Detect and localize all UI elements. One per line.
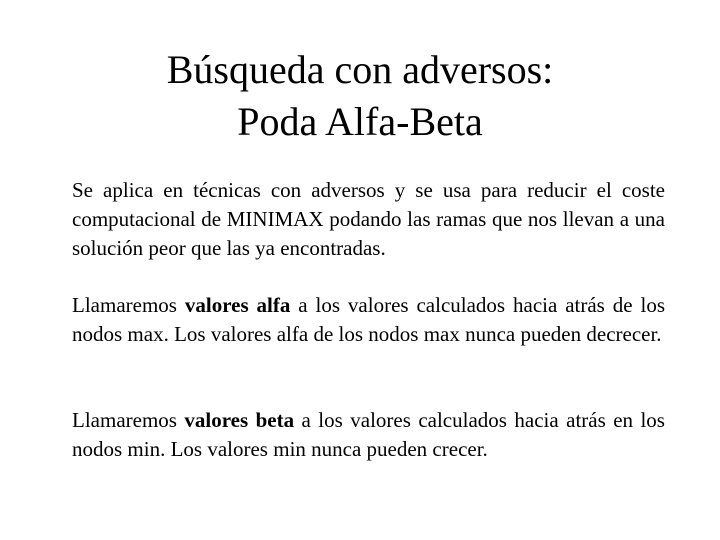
paragraph-beta [72,406,665,464]
paragraph-alfa-suffix: a los valores calculados hacia atrás de los nodos max. Los valores alfa de los nodos max nunca pueden decrecer. [72,293,665,346]
term-valores-alfa: valores alfa [184,293,291,317]
term-valores-beta: valores beta [184,408,295,432]
paragraph-beta-suffix: a los valores calculados hacia atrás en los nodos min. Los valores min nunca pueden crecer. [72,408,665,461]
slide-title [0,44,720,148]
title-line-2: Poda Alfa-Beta [237,99,483,144]
paragraph-intro: Se aplica en técnicas con adversos y se usa para reducir el coste computacional de MINIMAX podando las ramas que nos llevan a una solución peor que las ya encontradas. [72,178,665,260]
paragraph-alfa [72,291,665,349]
paragraph-alfa-prefix: Llamaremos [72,293,185,317]
title-line-1: Búsqueda con adversos: [166,47,554,92]
paragraph-beta-prefix: Llamaremos [72,408,185,432]
